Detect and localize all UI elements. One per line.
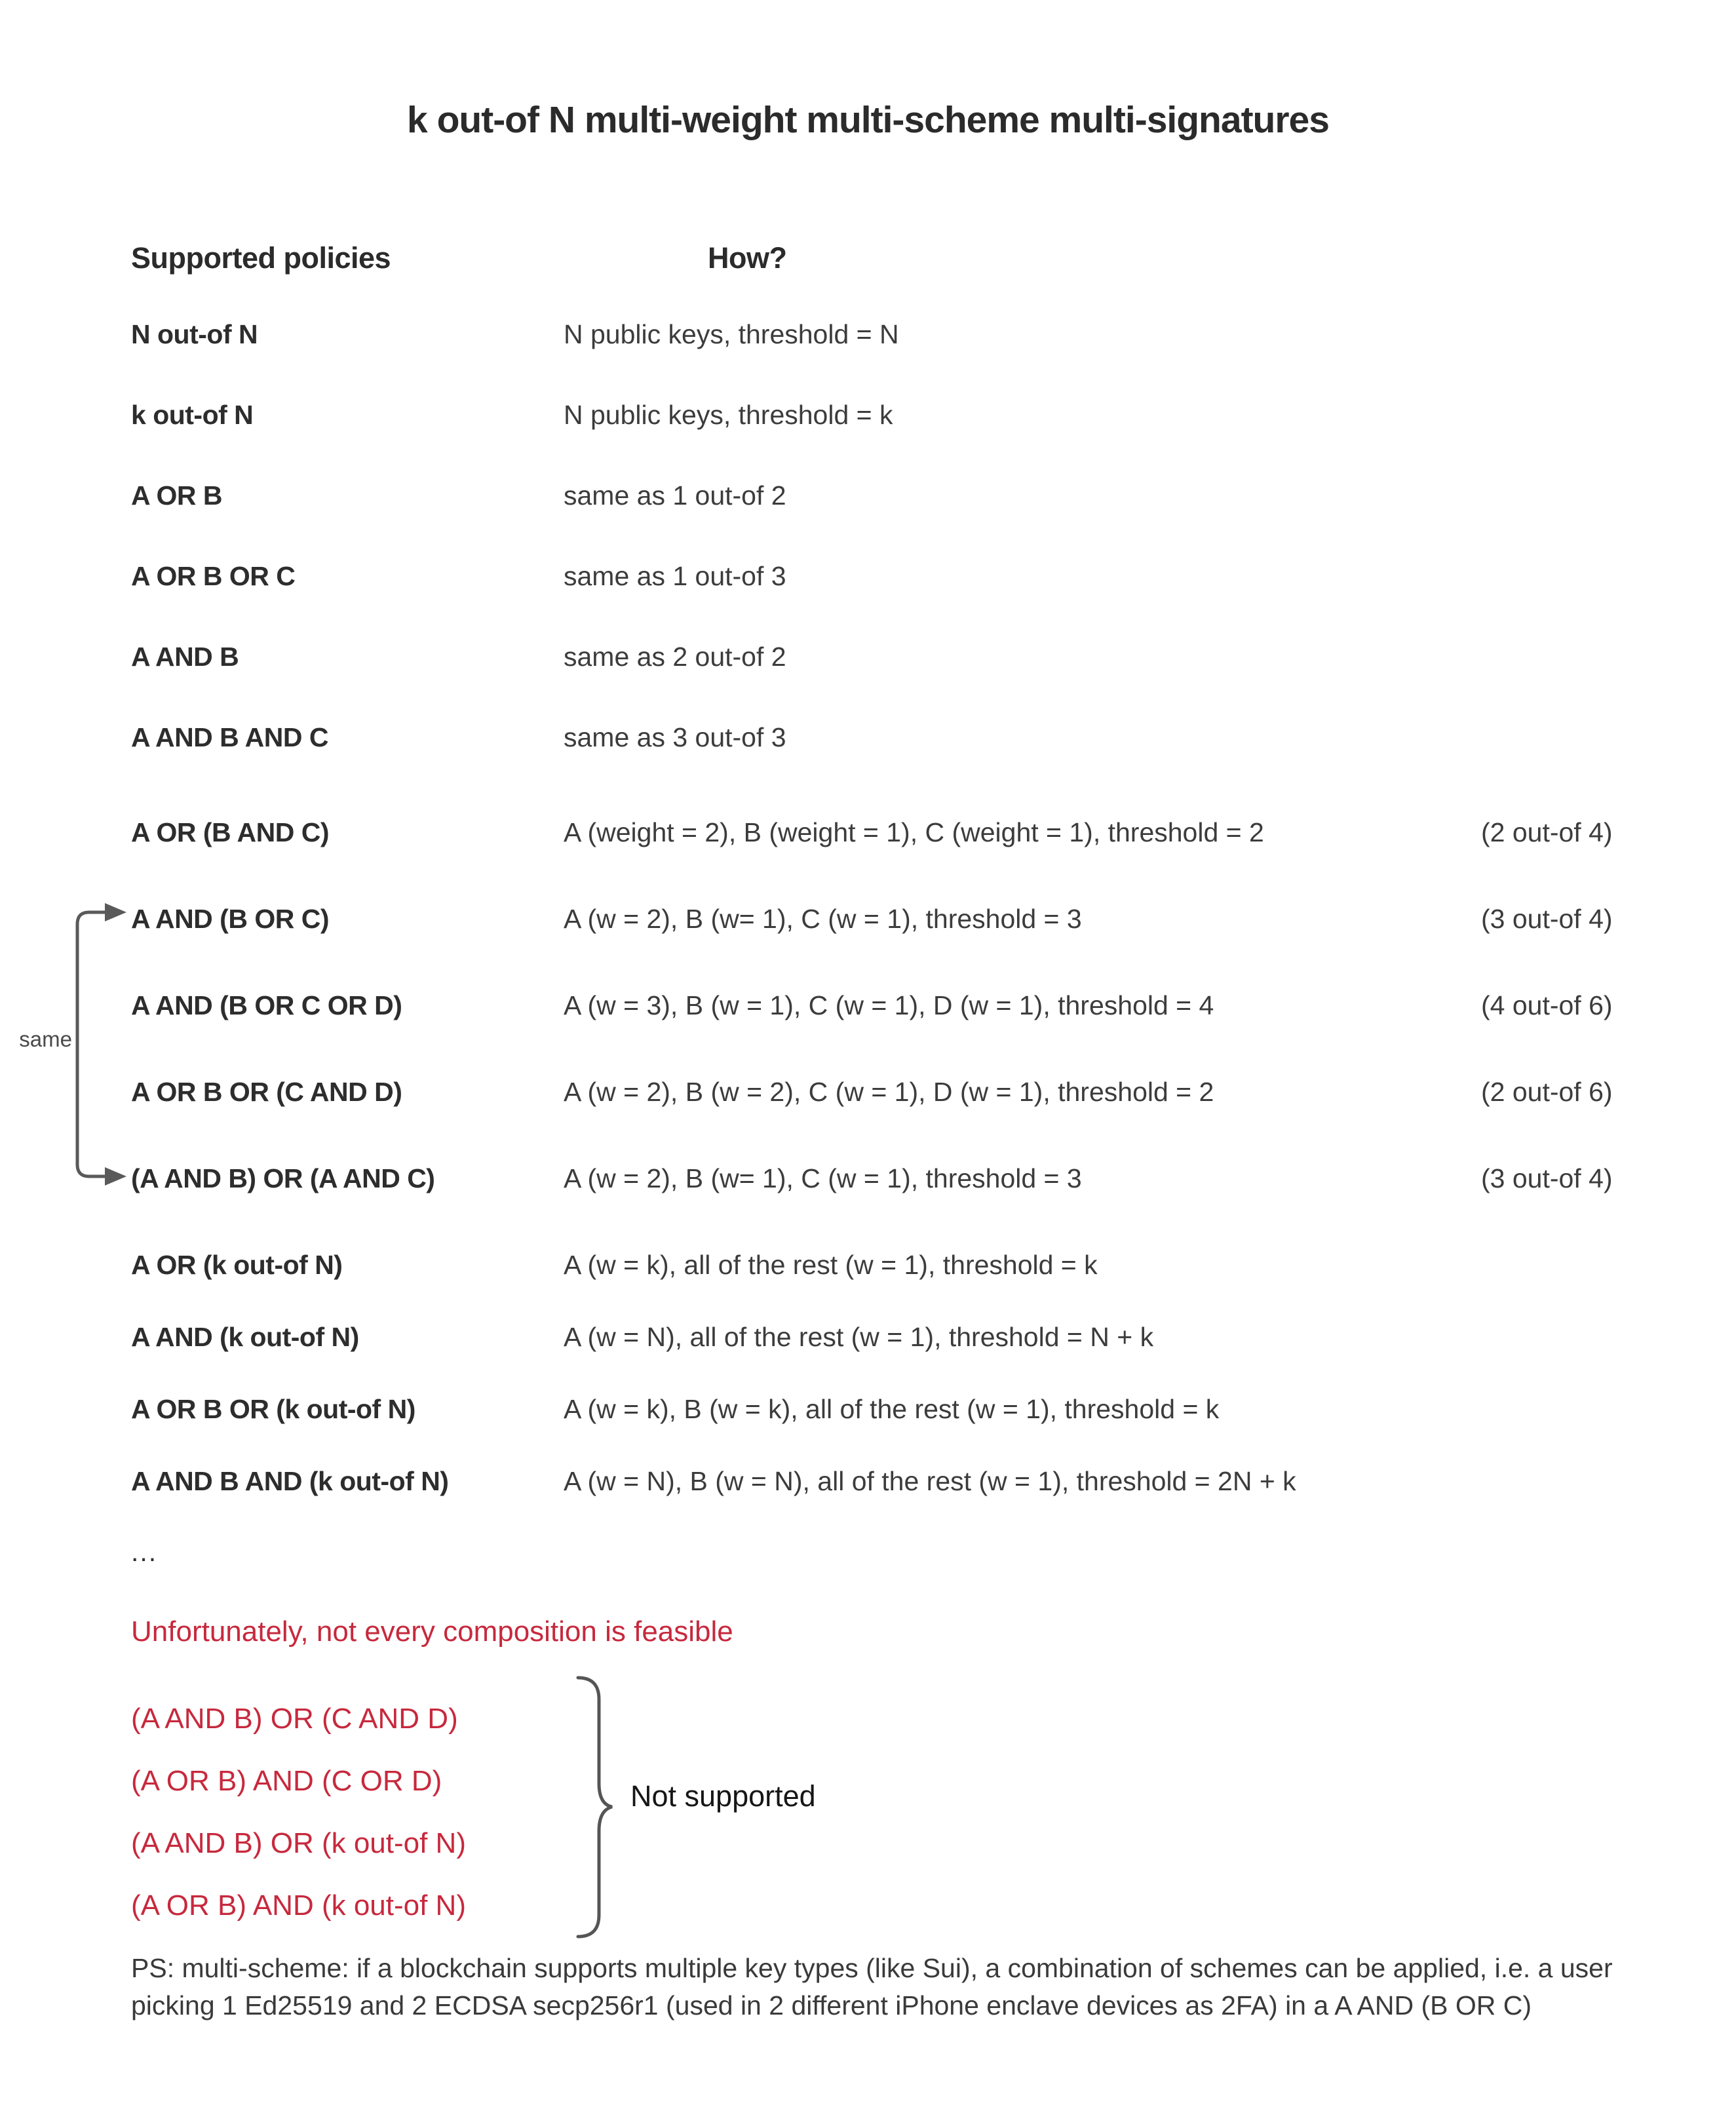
equivalence-note: (3 out-of 4) (1481, 1163, 1613, 1193)
infeasible-item: (A AND B) OR (k out-of N) (131, 1827, 466, 1859)
how-label: A (w = N), B (w = N), all of the rest (w = 1), threshold = 2N + k (564, 1466, 1296, 1496)
column-header-how: How? (708, 241, 787, 275)
how-label: A (w = N), all of the rest (w = 1), threshold = N + k (564, 1322, 1154, 1352)
how-label: same as 2 out-of 2 (564, 642, 786, 672)
policy-label: N out-of N (131, 319, 258, 349)
policy-label: A AND (B OR C OR D) (131, 990, 402, 1020)
policy-label: (A AND B) OR (A AND C) (131, 1163, 435, 1193)
how-label: same as 1 out-of 2 (564, 480, 786, 511)
policy-label: A OR (B AND C) (131, 817, 329, 847)
policy-label: A AND B AND (k out-of N) (131, 1466, 449, 1496)
page-title: k out-of N multi-weight multi-scheme multi-signatures (407, 99, 1329, 141)
table-row (131, 1465, 1638, 1537)
policy-table (131, 241, 1638, 1576)
policy-label: A AND (k out-of N) (131, 1322, 359, 1352)
table-row (131, 1075, 1638, 1162)
how-label: A (w = 3), B (w = 1), C (w = 1), D (w = 1), threshold = 4 (564, 990, 1214, 1020)
table-row (131, 1393, 1638, 1465)
infeasible-item: (A AND B) OR (C AND D) (131, 1703, 458, 1735)
policy-label: A OR B OR (C AND D) (131, 1077, 402, 1107)
infeasible-heading: Unfortunately, not every composition is feasible (131, 1615, 733, 1648)
infeasible-item: (A OR B) AND (k out-of N) (131, 1889, 466, 1922)
equivalence-note: (3 out-of 4) (1481, 904, 1613, 934)
infeasible-list (131, 1702, 466, 1951)
how-label: A (weight = 2), B (weight = 1), C (weight = 1), threshold = 2 (564, 817, 1264, 847)
not-supported-label: Not supported (630, 1779, 816, 1813)
how-label: A (w = k), all of the rest (w = 1), threshold = k (564, 1250, 1098, 1280)
table-row (131, 1321, 1638, 1393)
table-row (131, 989, 1638, 1075)
table-row (131, 318, 1638, 398)
ellipsis: ... (131, 1537, 158, 1567)
policy-label: k out-of N (131, 400, 254, 430)
how-label: A (w = 2), B (w= 1), C (w = 1), threshold = 3 (564, 1163, 1082, 1193)
infeasible-item: (A OR B) AND (C OR D) (131, 1765, 442, 1797)
policy-label: A OR (k out-of N) (131, 1250, 343, 1280)
ps-note: PS: multi-scheme: if a blockchain supports multiple key types (like Sui), a combination of schemes can be applied, i.e. a user picking 1 Ed25519 and 2 ECDSA secp256r1 (used in 2 different iPhone enclave devices as 2FA) in a A AND (B OR C) (131, 1953, 1613, 2020)
how-label: N public keys, threshold = k (564, 400, 893, 430)
not-supported-brace (571, 1674, 621, 1940)
equivalence-note: (2 out-of 6) (1481, 1077, 1613, 1107)
same-label: same (12, 1027, 72, 1052)
table-header-row (131, 241, 1638, 318)
table-row (131, 640, 1638, 721)
how-label: A (w = 2), B (w= 1), C (w = 1), threshold = 3 (564, 904, 1082, 934)
table-row (131, 560, 1638, 640)
policy-label: A OR B OR C (131, 561, 296, 591)
equivalence-note: (2 out-of 4) (1481, 817, 1613, 847)
policy-label: A OR B OR (k out-of N) (131, 1394, 415, 1424)
table-row (131, 398, 1638, 479)
policy-label: A OR B (131, 480, 222, 511)
how-label: N public keys, threshold = N (564, 319, 899, 349)
how-label: same as 3 out-of 3 (564, 722, 786, 752)
table-row (131, 1248, 1638, 1321)
column-header-supported-policies: Supported policies (131, 241, 391, 275)
table-row (131, 479, 1638, 560)
table-row (131, 721, 1638, 802)
equivalence-note: (4 out-of 6) (1481, 990, 1613, 1020)
policy-label: A AND B AND C (131, 722, 328, 752)
policy-label: A AND (B OR C) (131, 904, 329, 934)
policy-label: A AND B (131, 642, 239, 672)
table-row (131, 902, 1638, 989)
how-label: A (w = k), B (w = k), all of the rest (w = 1), threshold = k (564, 1394, 1220, 1424)
how-label: A (w = 2), B (w = 2), C (w = 1), D (w = 1), threshold = 2 (564, 1077, 1214, 1107)
table-row (131, 1162, 1638, 1248)
table-row (131, 816, 1638, 902)
how-label: same as 1 out-of 3 (564, 561, 786, 591)
